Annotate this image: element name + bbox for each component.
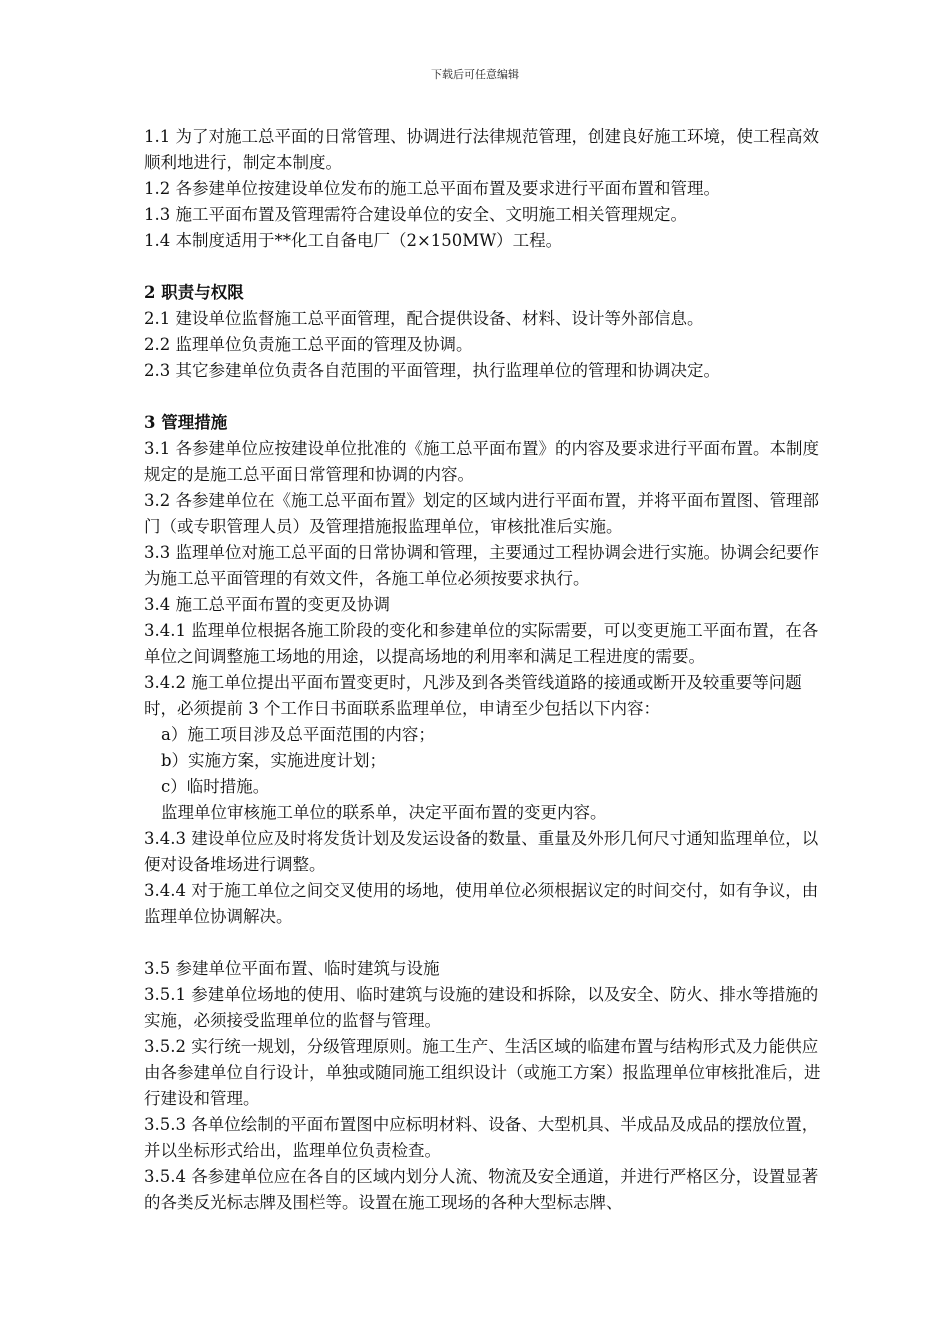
paragraph-1-2: 1.2 各参建单位按建设单位发布的施工总平面布置及要求进行平面布置和管理。: [144, 179, 720, 198]
paragraph-1-1: 1.1 为了对施工总平面的日常管理、协调进行法律规范管理，创建良好施工环境，使工程高效顺利地进行，制定本制度。: [144, 127, 819, 172]
spacer: [144, 384, 824, 410]
page-header: 下载后可任意编辑: [431, 68, 519, 81]
review-note: 监理单位审核施工单位的联系单，决定平面布置的变更内容。: [161, 803, 607, 822]
paragraph-1-4: 1.4 本制度适用于**化工自备电厂（2×150MW）工程。: [144, 231, 563, 250]
paragraph-3-4-1: 3.4.1 监理单位根据各施工阶段的变化和参建单位的实际需要，可以变更施工平面布置，在各单位之间调整施工场地的用途，以提高场地的利用率和满足工程进度的需要。: [144, 621, 819, 666]
paragraph-3-3: 3.3 监理单位对施工总平面的日常协调和管理，主要通过工程协调会进行实施。协调会纪要作为施工总平面管理的有效文件，各施工单位必须按要求执行。: [144, 543, 819, 588]
list-item-a: a）施工项目涉及总平面范围的内容；: [161, 725, 435, 744]
paragraph-3-5-4: 3.5.4 各参建单位应在各自的区域内划分人流、物流及安全通道，并进行严格区分，设置显著的各类反光标志牌及围栏等。设置在施工现场的各种大型标志牌、: [144, 1167, 819, 1212]
document-body: [144, 124, 824, 1216]
paragraph-2-2: 2.2 监理单位负责施工总平面的管理及协调。: [144, 335, 473, 354]
paragraph-3-4-4: 3.4.4 对于施工单位之间交叉使用的场地，使用单位必须根据议定的时间交付，如有争议，由监理单位协调解决。: [144, 881, 819, 926]
section-heading-2: 2 职责与权限: [144, 283, 244, 302]
list-item-b: b）实施方案，实施进度计划；: [161, 751, 387, 770]
list-item-c: c）临时措施。: [161, 777, 270, 796]
spacer: [144, 930, 824, 956]
paragraph-2-1: 2.1 建设单位监督施工总平面管理，配合提供设备、材料、设计等外部信息。: [144, 309, 704, 328]
paragraph-2-3: 2.3 其它参建单位负责各自范围的平面管理，执行监理单位的管理和协调决定。: [144, 361, 720, 380]
paragraph-3-5-3: 3.5.3 各单位绘制的平面布置图中应标明材料、设备、大型机具、半成品及成品的摆放位置，并以坐标形式给出，监理单位负责检查。: [144, 1115, 819, 1160]
paragraph-3-4-3: 3.4.3 建设单位应及时将发货计划及发运设备的数量、重量及外形几何尺寸通知监理单位，以便对设备堆场进行调整。: [144, 829, 819, 874]
paragraph-1-3: 1.3 施工平面布置及管理需符合建设单位的安全、文明施工相关管理规定。: [144, 205, 687, 224]
paragraph-3-5: 3.5 参建单位平面布置、临时建筑与设施: [144, 959, 440, 978]
paragraph-3-5-2: 3.5.2 实行统一规划，分级管理原则。施工生产、生活区域的临建布置与结构形式及力能供应由各参建单位自行设计，单独或随同施工组织设计（或施工方案）报监理单位审核批准后，进行建设和管理。: [144, 1037, 821, 1108]
section-heading-3: 3 管理措施: [144, 413, 228, 432]
spacer: [144, 254, 824, 280]
paragraph-3-2: 3.2 各参建单位在《施工总平面布置》划定的区域内进行平面布置，并将平面布置图、管理部门（或专职管理人员）及管理措施报监理单位，审核批准后实施。: [144, 491, 819, 536]
paragraph-3-5-1: 3.5.1 参建单位场地的使用、临时建筑与设施的建设和拆除，以及安全、防火、排水等措施的实施，必须接受监理单位的监督与管理。: [144, 985, 819, 1030]
paragraph-3-4-2: 3.4.2 施工单位提出平面布置变更时，凡涉及到各类管线道路的接通或断开及较重要等问题时，必须提前 3 个工作日书面联系监理单位，申请至少包括以下内容：: [144, 673, 802, 718]
paragraph-3-1: 3.1 各参建单位应按建设单位批准的《施工总平面布置》的内容及要求进行平面布置。本制度规定的是施工总平面日常管理和协调的内容。: [144, 439, 819, 484]
paragraph-3-4: 3.4 施工总平面布置的变更及协调: [144, 595, 390, 614]
